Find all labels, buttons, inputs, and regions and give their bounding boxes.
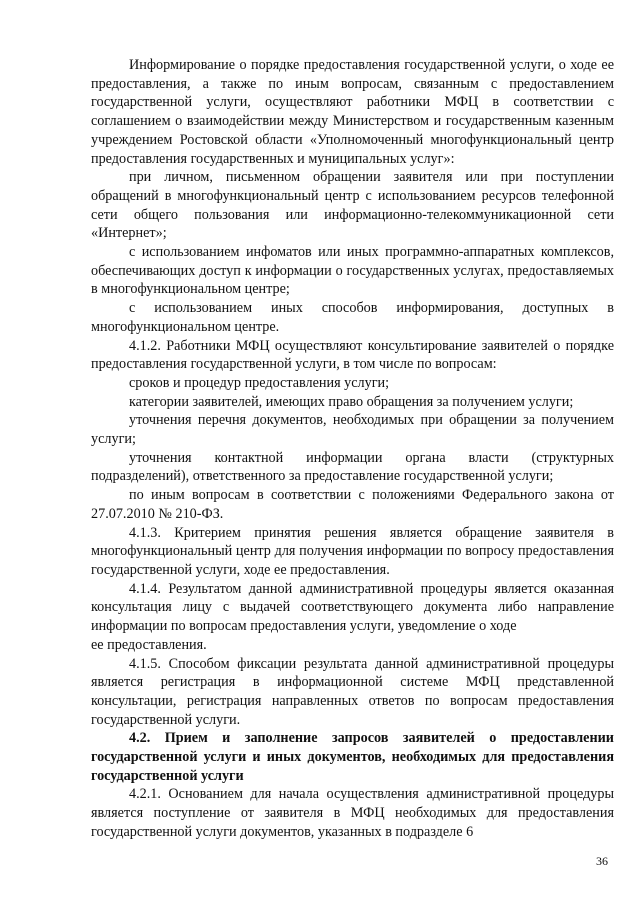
paragraph-4-1-2: 4.1.2. Работники МФЦ осуществляют консультирование заявителей о порядке предоставления государственной услуги, в том числе по вопросам: — [91, 337, 614, 373]
paragraph-4-1-4-continued: ее предоставления. — [91, 636, 207, 653]
paragraph-4-1-5: 4.1.5. Способом фиксации результата данной административной процедуры является регистрация в информационной системе МФЦ представленной консультации, регистрация направленных ответов по вопросам предоставления государственной услуги. — [91, 655, 614, 728]
body-text — [91, 56, 614, 842]
paragraph-4-1-3: 4.1.3. Критерием принятия решения является обращение заявителя в многофункциональный центр для получения информации по вопросу предоставления государственной услуги, ходе ее предоставления. — [91, 524, 614, 578]
paragraph-intro: Информирование о порядке предоставления государственной услуги, о ходе ее предоставления, а также по иным вопросам, связанным с предоставлением государственной услуги, осуществляют работники МФЦ в соответствии с соглашением о взаимодействии между Министерством и государственным казенным учреждением Ростовской области «Уполномоченный многофункциональный центр предоставления государственных и муниципальных услуг»: — [91, 57, 614, 167]
paragraph-infomats: с использованием инфоматов или иных программно-аппаратных комплексов, обеспечивающих доступ к информации о государственных услугах, предоставляемых в многофункциональном центре; — [91, 244, 614, 298]
list-item-other-questions: по иным вопросам в соответствии с положениями Федерального закона от 27.07.2010 № 210-ФЗ. — [91, 487, 614, 522]
paragraph-4-2-1: 4.2.1. Основанием для начала осуществления административной процедуры является поступление от заявителя в МФЦ необходимых для предоставления государственной услуги документов, указанных в подразделе 6 — [91, 786, 614, 840]
paragraph-personal-request: при личном, письменном обращении заявителя или при поступлении обращений в многофункциональный центр с использованием ресурсов телефонной сети общего пользования или информационно-телекоммуникационной сети «Интернет»; — [91, 169, 614, 242]
section-heading-4-2: 4.2. Прием и заполнение запросов заявителей о предоставлении государственной услуги и иных документов, необходимых для предоставления государственной услуги — [91, 730, 614, 784]
list-item-terms: сроков и процедур предоставления услуги; — [129, 374, 390, 391]
list-item-contacts: уточнения контактной информации органа власти (структурных подразделений), ответственного за предоставление государственной услуги; — [91, 449, 614, 485]
page-number: 36 — [596, 854, 608, 868]
list-item-documents: уточнения перечня документов, необходимых при обращении за получением услуги; — [91, 412, 614, 448]
paragraph-4-1-4: 4.1.4. Результатом данной административной процедуры является оказанная консультация лицу с выдачей соответствующего документа либо направление информации по вопросам предоставления услуги, уведомление о ходе — [91, 580, 614, 635]
list-item-categories: категории заявителей, имеющих право обращения за получением услуги; — [129, 393, 574, 410]
paragraph-other-methods: с использованием иных способов информирования, доступных в многофункциональном центре. — [91, 300, 614, 335]
